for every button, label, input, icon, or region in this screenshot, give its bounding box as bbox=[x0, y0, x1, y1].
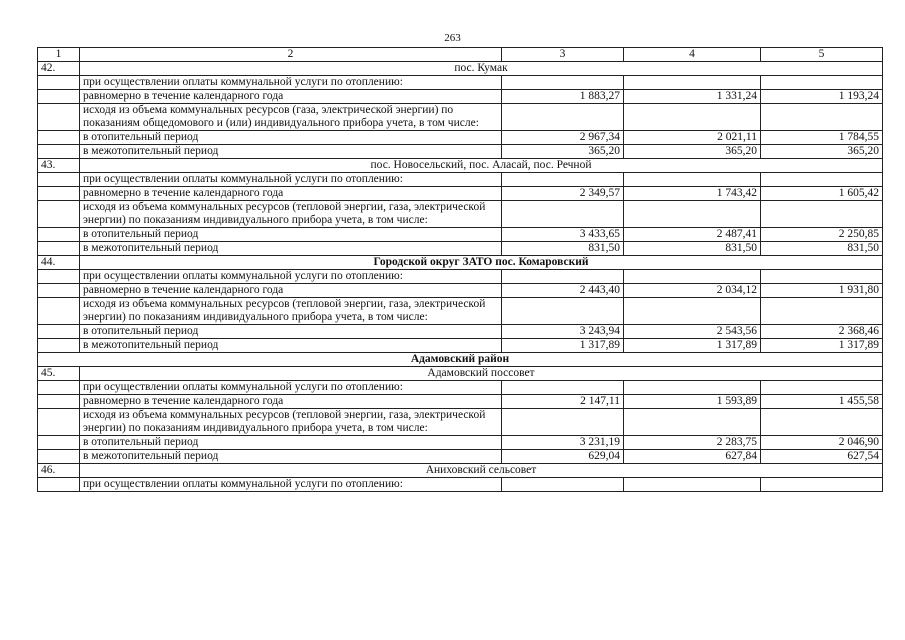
table-row bbox=[38, 228, 883, 242]
value-col-5 bbox=[761, 478, 883, 492]
value-col-3: 1 883,27 bbox=[502, 90, 624, 104]
row-label: в межотопительный период bbox=[80, 450, 502, 464]
value-col-4 bbox=[624, 270, 761, 284]
value-col-4: 2 543,56 bbox=[624, 325, 761, 339]
header-col-5: 5 bbox=[761, 48, 883, 62]
value-col-5: 1 931,80 bbox=[761, 284, 883, 298]
table-row bbox=[38, 242, 883, 256]
section-title: Аниховский сельсовет bbox=[80, 464, 883, 478]
value-col-3 bbox=[502, 173, 624, 187]
value-col-5 bbox=[761, 270, 883, 284]
district-title: Адамовский район bbox=[38, 353, 883, 367]
row-number-cell bbox=[38, 339, 80, 353]
row-number-cell bbox=[38, 395, 80, 409]
value-col-4: 1 331,24 bbox=[624, 90, 761, 104]
row-label: исходя из объема коммунальных ресурсов (тепловой энергии, газа, электрической энергии) по показаниям индивидуального прибора учета, в том числе: bbox=[80, 409, 502, 436]
value-col-3 bbox=[502, 104, 624, 131]
row-number-cell bbox=[38, 76, 80, 90]
row-label: исходя из объема коммунальных ресурсов (тепловой энергии, газа, электрической энергии) по показаниям индивидуального прибора учета, в том числе: bbox=[80, 298, 502, 325]
row-number-cell bbox=[38, 145, 80, 159]
value-col-5: 2 046,90 bbox=[761, 436, 883, 450]
row-label: в межотопительный период bbox=[80, 339, 502, 353]
tariff-table-body bbox=[38, 48, 883, 492]
header-row bbox=[38, 48, 883, 62]
section-title: пос. Новосельский, пос. Аласай, пос. Речной bbox=[80, 159, 883, 173]
row-number-cell bbox=[38, 187, 80, 201]
district-row bbox=[38, 353, 883, 367]
header-col-2: 2 bbox=[80, 48, 502, 62]
table-row bbox=[38, 187, 883, 201]
header-col-1: 1 bbox=[38, 48, 80, 62]
table-row bbox=[38, 436, 883, 450]
row-number-cell bbox=[38, 325, 80, 339]
table-row bbox=[38, 478, 883, 492]
table-row bbox=[38, 104, 883, 131]
value-col-4 bbox=[624, 76, 761, 90]
value-col-4 bbox=[624, 478, 761, 492]
value-col-5: 1 605,42 bbox=[761, 187, 883, 201]
value-col-3: 1 317,89 bbox=[502, 339, 624, 353]
value-col-3 bbox=[502, 478, 624, 492]
row-number-cell bbox=[38, 90, 80, 104]
section-title: пос. Кумак bbox=[80, 62, 883, 76]
row-number-cell bbox=[38, 242, 80, 256]
section-row bbox=[38, 62, 883, 76]
row-number-cell bbox=[38, 173, 80, 187]
section-row bbox=[38, 159, 883, 173]
table-row bbox=[38, 270, 883, 284]
row-label: равномерно в течение календарного года bbox=[80, 284, 502, 298]
section-title: Адамовский поссовет bbox=[80, 367, 883, 381]
header-col-3: 3 bbox=[502, 48, 624, 62]
table-row bbox=[38, 409, 883, 436]
value-col-5: 2 368,46 bbox=[761, 325, 883, 339]
value-col-3: 629,04 bbox=[502, 450, 624, 464]
row-label: при осуществлении оплаты коммунальной услуги по отоплению: bbox=[80, 173, 502, 187]
row-number-cell bbox=[38, 298, 80, 325]
value-col-3 bbox=[502, 201, 624, 228]
value-col-3 bbox=[502, 381, 624, 395]
row-number-cell bbox=[38, 201, 80, 228]
row-label: в межотопительный период bbox=[80, 242, 502, 256]
section-number: 44. bbox=[38, 256, 80, 270]
table-row bbox=[38, 145, 883, 159]
value-col-4 bbox=[624, 409, 761, 436]
value-col-3: 3 433,65 bbox=[502, 228, 624, 242]
value-col-4 bbox=[624, 104, 761, 131]
row-label: исходя из объема коммунальных ресурсов (газа, электрической энергии) по показаниям общедомового и (или) индивидуального прибора учета, в том числе: bbox=[80, 104, 502, 131]
table-row bbox=[38, 90, 883, 104]
value-col-4: 1 317,89 bbox=[624, 339, 761, 353]
table-row bbox=[38, 76, 883, 90]
value-col-4 bbox=[624, 381, 761, 395]
row-label: равномерно в течение календарного года bbox=[80, 395, 502, 409]
table-row bbox=[38, 339, 883, 353]
value-col-3 bbox=[502, 76, 624, 90]
value-col-3 bbox=[502, 409, 624, 436]
row-number-cell bbox=[38, 284, 80, 298]
value-col-5 bbox=[761, 173, 883, 187]
value-col-5: 1 193,24 bbox=[761, 90, 883, 104]
value-col-4: 2 021,11 bbox=[624, 131, 761, 145]
row-label: при осуществлении оплаты коммунальной услуги по отоплению: bbox=[80, 478, 502, 492]
row-number-cell bbox=[38, 131, 80, 145]
value-col-3 bbox=[502, 298, 624, 325]
row-number-cell bbox=[38, 270, 80, 284]
value-col-5 bbox=[761, 298, 883, 325]
section-row bbox=[38, 367, 883, 381]
row-label: при осуществлении оплаты коммунальной услуги по отоплению: bbox=[80, 381, 502, 395]
value-col-4: 831,50 bbox=[624, 242, 761, 256]
value-col-4: 365,20 bbox=[624, 145, 761, 159]
value-col-5 bbox=[761, 201, 883, 228]
row-label: равномерно в течение календарного года bbox=[80, 187, 502, 201]
section-title: Городской округ ЗАТО пос. Комаровский bbox=[80, 256, 883, 270]
row-label: в отопительный период bbox=[80, 131, 502, 145]
value-col-5: 627,54 bbox=[761, 450, 883, 464]
row-number-cell bbox=[38, 450, 80, 464]
table-row bbox=[38, 395, 883, 409]
row-number-cell bbox=[38, 381, 80, 395]
value-col-3: 3 231,19 bbox=[502, 436, 624, 450]
value-col-5 bbox=[761, 76, 883, 90]
value-col-3: 365,20 bbox=[502, 145, 624, 159]
section-number: 42. bbox=[38, 62, 80, 76]
row-label: в отопительный период bbox=[80, 325, 502, 339]
table-row bbox=[38, 284, 883, 298]
page-number: 263 bbox=[444, 32, 461, 44]
table-row bbox=[38, 381, 883, 395]
row-number-cell bbox=[38, 478, 80, 492]
row-number-cell bbox=[38, 104, 80, 131]
table-row bbox=[38, 201, 883, 228]
section-number: 45. bbox=[38, 367, 80, 381]
value-col-5 bbox=[761, 381, 883, 395]
row-label: исходя из объема коммунальных ресурсов (тепловой энергии, газа, электрической энергии) по показаниям индивидуального прибора учета, в том числе: bbox=[80, 201, 502, 228]
row-label: в отопительный период bbox=[80, 228, 502, 242]
row-label: равномерно в течение календарного года bbox=[80, 90, 502, 104]
value-col-4: 2 283,75 bbox=[624, 436, 761, 450]
table-row bbox=[38, 450, 883, 464]
row-number-cell bbox=[38, 436, 80, 450]
value-col-3: 3 243,94 bbox=[502, 325, 624, 339]
value-col-4 bbox=[624, 173, 761, 187]
value-col-4: 1 743,42 bbox=[624, 187, 761, 201]
value-col-4: 1 593,89 bbox=[624, 395, 761, 409]
value-col-5: 2 250,85 bbox=[761, 228, 883, 242]
row-label: в отопительный период bbox=[80, 436, 502, 450]
value-col-5 bbox=[761, 104, 883, 131]
value-col-5: 1 784,55 bbox=[761, 131, 883, 145]
value-col-3 bbox=[502, 270, 624, 284]
value-col-4 bbox=[624, 201, 761, 228]
value-col-3: 2 967,34 bbox=[502, 131, 624, 145]
tariff-table bbox=[37, 47, 883, 492]
value-col-5: 831,50 bbox=[761, 242, 883, 256]
table-row bbox=[38, 298, 883, 325]
table-row bbox=[38, 173, 883, 187]
header-col-4: 4 bbox=[624, 48, 761, 62]
value-col-4: 627,84 bbox=[624, 450, 761, 464]
value-col-3: 2 349,57 bbox=[502, 187, 624, 201]
value-col-3: 2 147,11 bbox=[502, 395, 624, 409]
section-number: 46. bbox=[38, 464, 80, 478]
value-col-4 bbox=[624, 298, 761, 325]
section-number: 43. bbox=[38, 159, 80, 173]
row-number-cell bbox=[38, 409, 80, 436]
row-number-cell bbox=[38, 228, 80, 242]
value-col-5 bbox=[761, 409, 883, 436]
value-col-3: 2 443,40 bbox=[502, 284, 624, 298]
row-label: при осуществлении оплаты коммунальной услуги по отоплению: bbox=[80, 270, 502, 284]
value-col-3: 831,50 bbox=[502, 242, 624, 256]
row-label: при осуществлении оплаты коммунальной услуги по отоплению: bbox=[80, 76, 502, 90]
row-label: в межотопительный период bbox=[80, 145, 502, 159]
value-col-5: 365,20 bbox=[761, 145, 883, 159]
value-col-4: 2 487,41 bbox=[624, 228, 761, 242]
section-row bbox=[38, 464, 883, 478]
value-col-5: 1 455,58 bbox=[761, 395, 883, 409]
value-col-5: 1 317,89 bbox=[761, 339, 883, 353]
section-row bbox=[38, 256, 883, 270]
value-col-4: 2 034,12 bbox=[624, 284, 761, 298]
table-row bbox=[38, 131, 883, 145]
table-row bbox=[38, 325, 883, 339]
